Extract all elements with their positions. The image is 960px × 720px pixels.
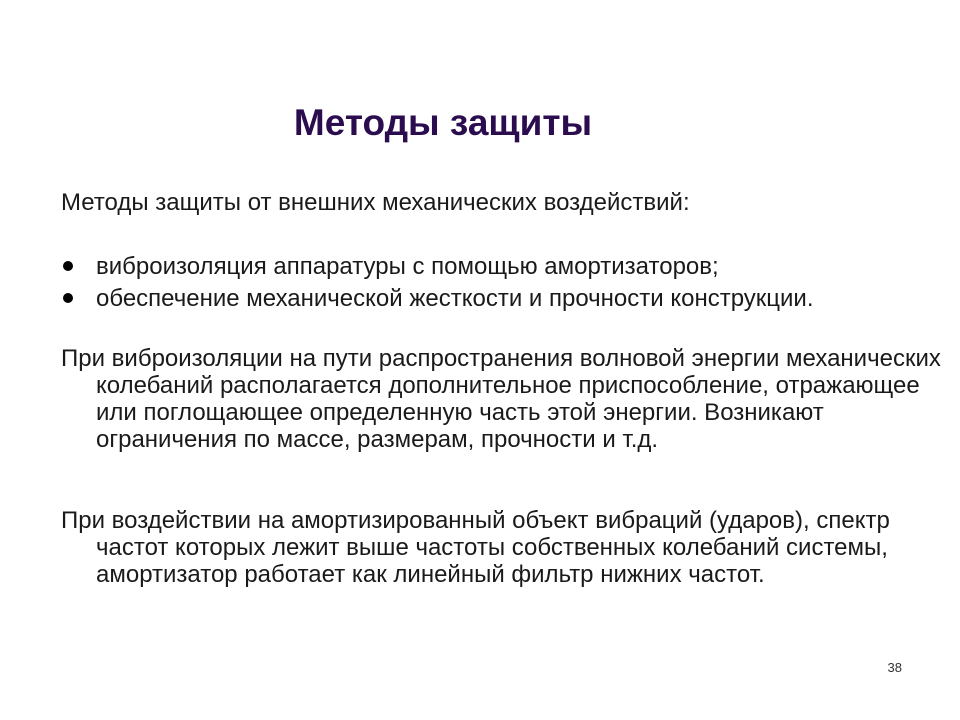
bullet-text: обеспечение механической жесткости и прочности конструкции. xyxy=(96,285,814,312)
bullet-item xyxy=(61,251,921,283)
bullet-text: виброизоляция аппаратуры с помощью амортизаторов; xyxy=(96,253,719,280)
intro-text: Методы защиты от внешних механических воздействий: xyxy=(61,189,690,216)
bullet-dot-icon xyxy=(63,261,73,271)
slide-number: 38 xyxy=(887,660,902,675)
bullet-dot-icon xyxy=(63,293,73,303)
bullet-list xyxy=(61,251,921,315)
bullet-item xyxy=(61,283,921,315)
paragraph-damper-filter: При воздействии на амортизированный объект вибраций (ударов), спектр частот которых лежит выше частоты собственных колебаний системы, амортизатор работает как линейный фильтр нижних частот. xyxy=(61,507,890,588)
paragraph-vibration-isolation: При виброизоляции на пути распространения волновой энергии механических колебаний располагается дополнительное приспособление, отражающее или поглощающее определенную часть этой энергии. Возникают ограничения по массе, размерам, прочности и т.д. xyxy=(61,345,941,453)
slide-title: Методы защиты xyxy=(293,102,593,143)
